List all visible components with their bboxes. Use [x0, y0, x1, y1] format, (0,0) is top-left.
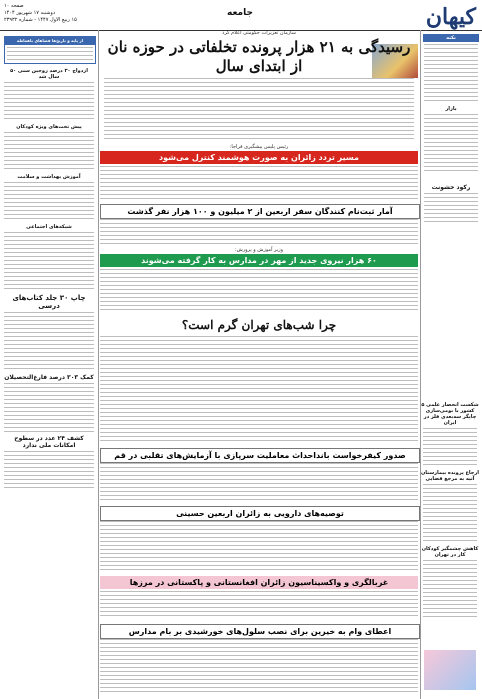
- left-item-7-text: [4, 451, 94, 491]
- left-box-title: از پایه و تاریخ‌ها فضاهای باهماطه: [5, 37, 95, 45]
- left-item-6-text: [4, 383, 94, 433]
- left-item-3: آموزش بهداشت و سلامت: [17, 174, 81, 180]
- headline-bar-7: غربالگری و واکسیناسیون زائران افغانستانی و پاکستانی در مرزها: [100, 576, 418, 589]
- right-box-title: نکته: [423, 34, 479, 42]
- lead-kicker: سازمان تعزیرات حکومتی اعلام کرد: [222, 30, 296, 36]
- section-title: جامعه: [227, 8, 253, 18]
- right-item-3: ارجاع پرونده بیمارستان آتیه به مرجع قضایی: [421, 470, 479, 482]
- lead-headline: رسیدگی به ۲۱ هزار پرونده تخلفاتی در حوزه نان از ابتدای سال: [107, 38, 411, 75]
- lead-story: [100, 30, 418, 142]
- story-5-body: [100, 463, 418, 503]
- right-item-1: رکود خشونت: [431, 184, 471, 191]
- left-item-2: پیش تخت‌های ویژه کودکان: [16, 124, 82, 130]
- headline-bar-6: توصیه‌های دارویی به زائران اربعین حسینی: [100, 506, 420, 521]
- headline-bar-5: صدور کیفرخواست بانداحداث معاملیت سرپازی با آزمایش‌های تقلبی در قم: [100, 448, 420, 463]
- right-item-4-text: [423, 560, 477, 620]
- right-box-body: [424, 44, 478, 104]
- story-4-body: [100, 336, 418, 444]
- left-item-1-text: [4, 82, 94, 122]
- story-6-body: [100, 521, 418, 573]
- left-item-4-text: [4, 232, 94, 292]
- issue-info: [4, 3, 77, 24]
- left-box-text: [7, 47, 93, 61]
- right-item-4: کاهش چشمگیر کودکان کار در تهران: [421, 546, 479, 558]
- right-item-1-text: [424, 193, 478, 223]
- left-column: [2, 30, 99, 699]
- left-item-3-text: [4, 182, 94, 222]
- lead-body: [104, 78, 414, 140]
- left-item-5-text: [4, 312, 94, 372]
- headline-bar-1: مسیر تردد زائران به صورت هوشمند کنترل می‌شود: [100, 151, 418, 164]
- left-item-6: کمک ۳۰۳ درصد فارغ‌التحصیلان: [4, 374, 94, 381]
- right-item-2: شکست انحصار علمی ۵ کشور با بومی‌سازی چاپگر سه‌بعدی فلز در ایران: [421, 402, 479, 426]
- left-item-1: ازدواج ۳۰ درصد زوجین سنی ۵۰ سال شد: [10, 68, 88, 80]
- left-item-4: شبکه‌های اجتماعی: [26, 224, 72, 230]
- story-1-body: [100, 166, 418, 202]
- story-8-body: [100, 639, 418, 695]
- right-box-text: [424, 44, 478, 104]
- bottom-right-photo: [424, 650, 476, 690]
- story-7-body: [100, 591, 418, 619]
- left-item-7: کشف ۲۴ عدد در سطوح امکانات ملی ندارد: [14, 435, 84, 449]
- page-number: صفحه ۱۰: [4, 3, 24, 9]
- right-ad-text: [424, 114, 478, 174]
- headline-bar-3: ۶۰ هزار نیروی جدید از مهر در مدارس به کار گرفته می‌شوند: [100, 254, 418, 267]
- issue-date: دوشنبه ۱۷ شهریور ۱۴۰۴: [4, 10, 56, 16]
- headline-bar-2: آمار ثبت‌نام کنندگان سفر اربعین از ۲ میلیون و ۱۰۰ هزار نفر گذشت: [100, 204, 420, 219]
- headline-bar-8: اعطای وام به خیرین برای نصب سلول‌های خورشیدی بر بام مدارس: [100, 624, 420, 639]
- issue-number: ۱۵ ربیع الاول ۱۴۴۷ - شماره ۲۳۹۳۲: [4, 17, 77, 23]
- left-item-5: چاپ ۳۰ جلد کتاب‌های درسی: [12, 294, 86, 310]
- bar3-kicker: وزیر آموزش و پرورش:: [234, 247, 284, 253]
- right-lower-items: [420, 400, 480, 620]
- right-item-2-text: [423, 428, 477, 468]
- masthead: [0, 0, 482, 31]
- right-ad-heading: بازار: [445, 106, 457, 112]
- left-box: [4, 36, 96, 64]
- left-items: [4, 66, 94, 491]
- left-item-2-text: [4, 132, 94, 172]
- story-3-body: [100, 269, 418, 313]
- right-item-3-text: [423, 484, 477, 544]
- bar1-kicker: رئیس پلیس پیشگیری فراجا:: [229, 144, 289, 150]
- newspaper-logo: کیهان: [425, 4, 476, 30]
- story-2-body: [100, 219, 418, 247]
- headline-bar-4: چرا شب‌های تهران گرم است؟: [181, 318, 337, 332]
